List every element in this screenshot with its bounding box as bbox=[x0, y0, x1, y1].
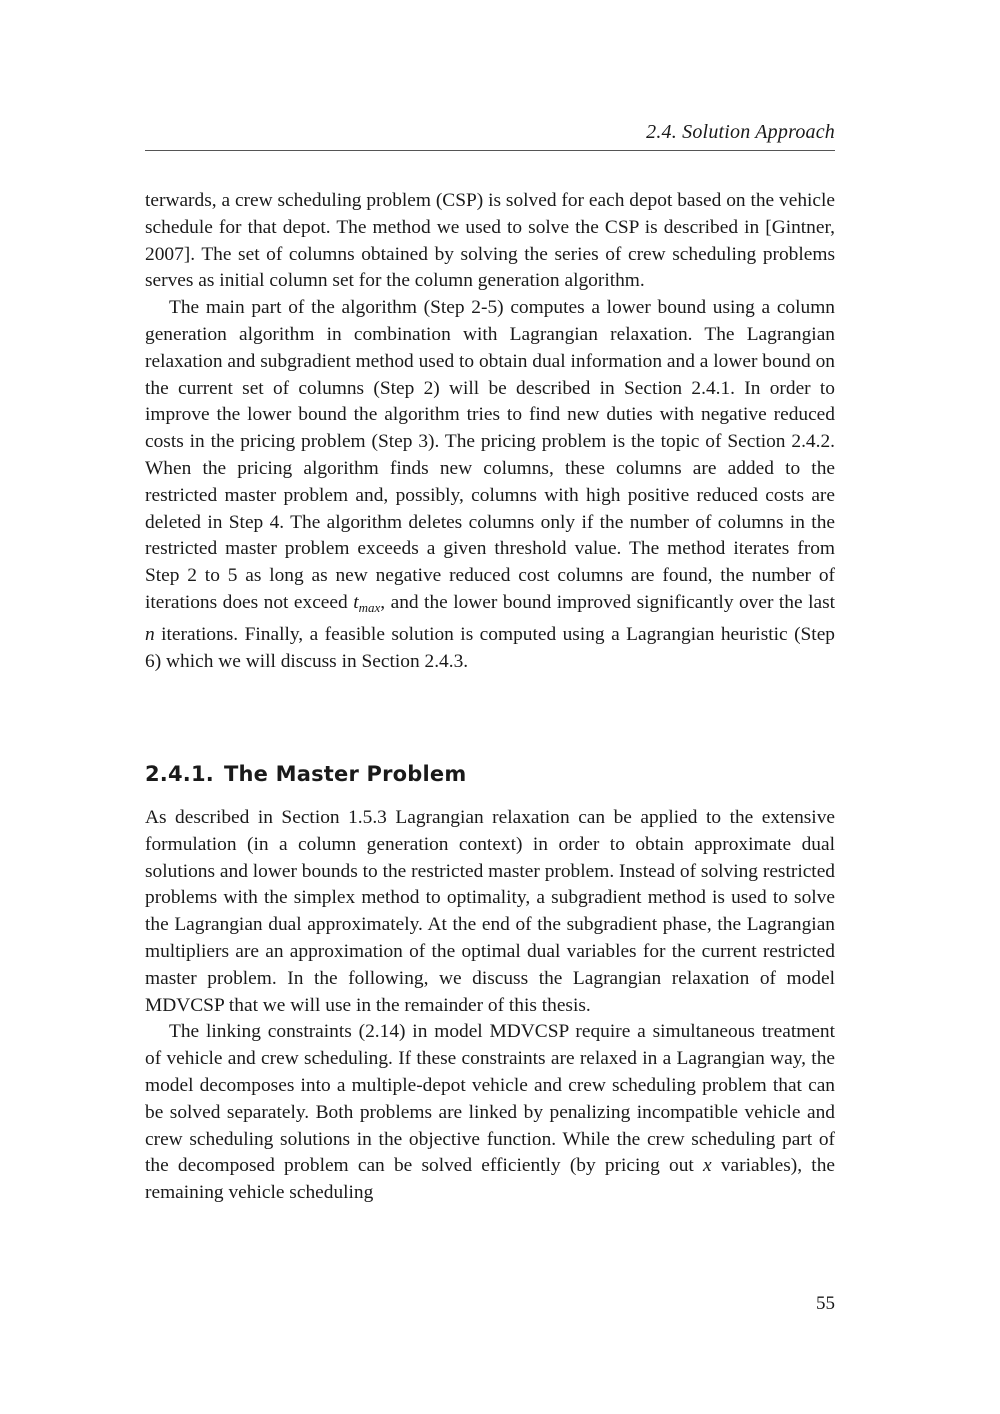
math-var-n: n bbox=[145, 623, 155, 645]
paragraph-text: , and the lower bound improved significantly over the last bbox=[380, 591, 836, 613]
math-subscript-max: max bbox=[358, 599, 381, 615]
page-number: 55 bbox=[816, 1293, 835, 1314]
intro-text-block bbox=[145, 188, 835, 675]
section-number: 2.4.1. bbox=[145, 762, 214, 786]
math-var-t: t bbox=[353, 591, 359, 613]
paragraph-text: iterations. Finally, a feasible solution is computed using a Lagrangian heuristic (Step 6) which we will discuss in Section 2.4.3. bbox=[145, 623, 835, 672]
paragraph-lagrangian-relaxation: As described in Section 1.5.3 Lagrangian relaxation can be applied to the extensive formulation (in a column generation context) in order to obtain approximate dual solutions and lower bounds to the restricted master problem. Instead of solving restricted problems with the simplex method to optimality, a subgradient method is used to solve the Lagrangian dual approximately. At the end of the subgradient phase, the Lagrangian multipliers are an approximation of the optimal dual variables for the current restricted master problem. In the following, we discuss the Lagrangian relaxation of model MDVCSP that we will use in the remainder of this thesis. bbox=[145, 807, 835, 1016]
paragraph-text: The main part of the algorithm (Step 2-5) computes a lower bound using a column generation algorithm in combination with Lagrangian relaxation. The Lagrangian relaxation and subgradient method used to obtain dual information and a lower bound on the current set of columns (Step 2) will be described in Section 2.4.1. In order to improve the lower bound the algorithm tries to find new duties with negative reduced costs in the pricing problem (Step 3). The pricing problem is the topic of Section 2.4.2. When the pricing algorithm finds new columns, these columns are added to the restricted master problem and, possibly, columns with high positive reduced costs are deleted in Step 4. The algorithm deletes columns only if the number of columns in the restricted master problem exceeds a given threshold value. The method iterates from Step 2 to 5 as long as new negative reduced cost columns are found, the number of iterations does not exceed bbox=[145, 297, 835, 613]
paragraph-linking-constraints bbox=[145, 1019, 835, 1207]
section-title: The Master Problem bbox=[223, 762, 467, 786]
header-rule bbox=[145, 150, 835, 151]
master-problem-text-block bbox=[145, 805, 835, 1207]
paragraph-text: variables), the remaining vehicle scheduling bbox=[145, 1155, 836, 1204]
paragraph-algorithm-main bbox=[145, 295, 835, 675]
paragraph-algorithm-init: terwards, a crew scheduling problem (CSP) is solved for each depot based on the vehicle schedule for that depot. The method we used to solve the CSP is described in [Gintner, 2007]. The set of columns obtained by solving the series of crew scheduling problems serves as initial column set for the column generation algorithm. bbox=[145, 190, 835, 292]
math-var-x: x bbox=[703, 1155, 712, 1177]
paragraph-text: The linking constraints (2.14) in model MDVCSP require a simultaneous treatment of vehicle and crew scheduling. If these constraints are relaxed in a Lagrangian way, the model decomposes into a multiple-depot vehicle and crew scheduling problem that can be solved separately. Both problems are linked by penalizing incompatible vehicle and crew scheduling solutions in the objective function. While the crew scheduling part of the decomposed problem can be solved efficiently (by pricing out bbox=[145, 1021, 835, 1177]
running-header: 2.4. Solution Approach bbox=[646, 121, 835, 143]
section-heading bbox=[145, 758, 835, 790]
